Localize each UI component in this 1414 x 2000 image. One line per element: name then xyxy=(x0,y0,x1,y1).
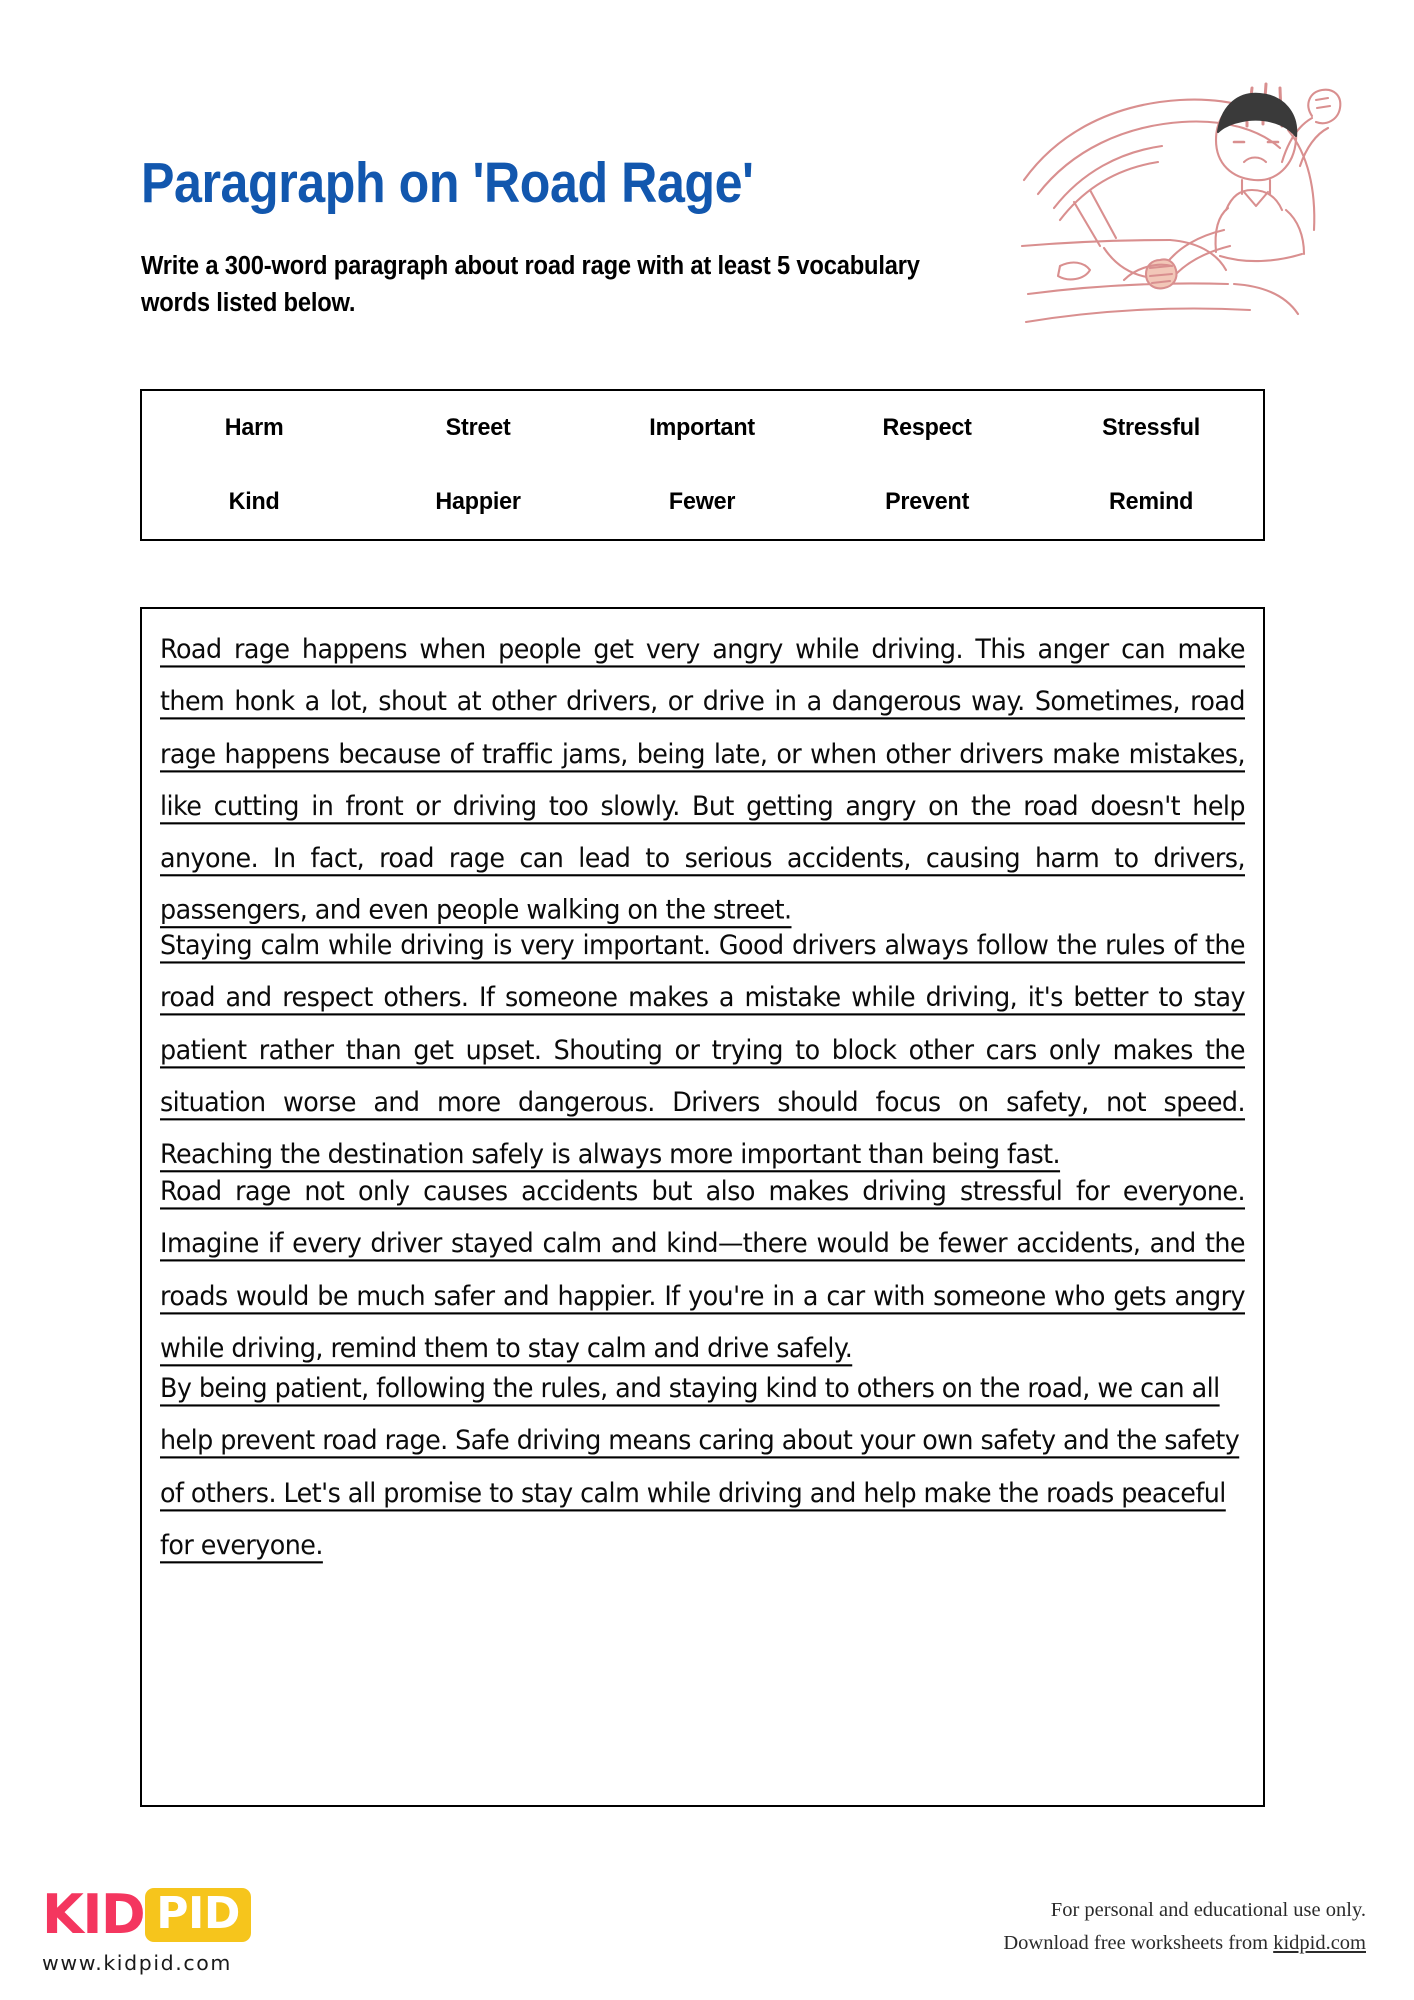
vocabulary-word: Fewer xyxy=(669,488,736,515)
vocabulary-word: Respect xyxy=(882,414,972,441)
footer-note-line-2 xyxy=(1003,1927,1366,1960)
worksheet-header xyxy=(0,0,1414,370)
vocabulary-word: Street xyxy=(445,414,511,441)
footer-note-prefix: Download free worksheets from xyxy=(1003,1932,1274,1955)
logo-mark xyxy=(42,1883,312,1946)
logo-website-url[interactable]: www.kidpid.com xyxy=(42,1951,232,1975)
answer-paragraph: Staying calm while driving is very important. Good drivers always follow the rules of the road and respect others. If someone makes a mistake while driving, it's better to stay patient rather than get upset. Shouting or trying to block other cars only makes the situation worse and more dangerous. Drivers should focus on safety, not speed. Reaching the destination safely is always more important than being fast. xyxy=(160,928,1245,1170)
kidpid-logo[interactable] xyxy=(42,1883,312,1975)
page-title: Paragraph on 'Road Rage' xyxy=(141,151,754,215)
logo-kid-text: KID xyxy=(42,1883,145,1946)
footer-note-line-1: For personal and educational use only. xyxy=(1050,1899,1366,1921)
vocabulary-row-1 xyxy=(142,391,1263,465)
vocabulary-word: Kind xyxy=(228,488,280,515)
vocabulary-word: Stressful xyxy=(1101,414,1200,441)
angry-driver-illustration xyxy=(1020,70,1360,360)
answer-paragraph: By being patient, following the rules, and staying kind to others on the road, we can all help prevent road rage. Safe driving means caring about your own safety and the safety of others. Let's all promise to stay calm while driving and help make the roads peaceful for everyone. xyxy=(160,1371,1240,1561)
answer-paragraph-box[interactable] xyxy=(140,607,1265,1807)
vocabulary-word-bank xyxy=(140,389,1265,541)
answer-paragraph: Road rage not only causes accidents but also makes driving stressful for everyone. Imagine if every driver stayed calm and kind—there would be fewer accidents, and the roads would be much safer and happier. If you're in a car with someone who gets angry while driving, remind them to stay calm and drive safely. xyxy=(160,1174,1245,1364)
kidpid-link[interactable]: kidpid.com xyxy=(1273,1932,1366,1955)
vocabulary-word: Happier xyxy=(435,488,521,515)
vocabulary-word: Harm xyxy=(224,414,284,441)
vocabulary-word: Important xyxy=(649,414,756,441)
footer-usage-note xyxy=(1003,1894,1366,1960)
answer-paragraph: Road rage happens when people get very angry while driving. This anger can make them honk a lot, shout at other drivers, or drive in a dangerous way. Sometimes, road rage happens because of traffic jams, being late, or when other drivers make mistakes, like cutting in front or driving too slowly. But getting angry on the road doesn't help anyone. In fact, road rage can lead to serious accidents, causing harm to drivers, passengers, and even people walking on the street. xyxy=(160,632,1245,926)
vocabulary-word: Remind xyxy=(1108,488,1194,515)
vocabulary-word: Prevent xyxy=(884,488,969,515)
worksheet-footer xyxy=(0,1868,1414,2000)
instructions-text: Write a 300-word paragraph about road rage with at least 5 vocabulary words listed below. xyxy=(141,252,920,317)
vocabulary-row-2 xyxy=(142,465,1263,539)
logo-pid-badge: PID xyxy=(145,1888,251,1942)
